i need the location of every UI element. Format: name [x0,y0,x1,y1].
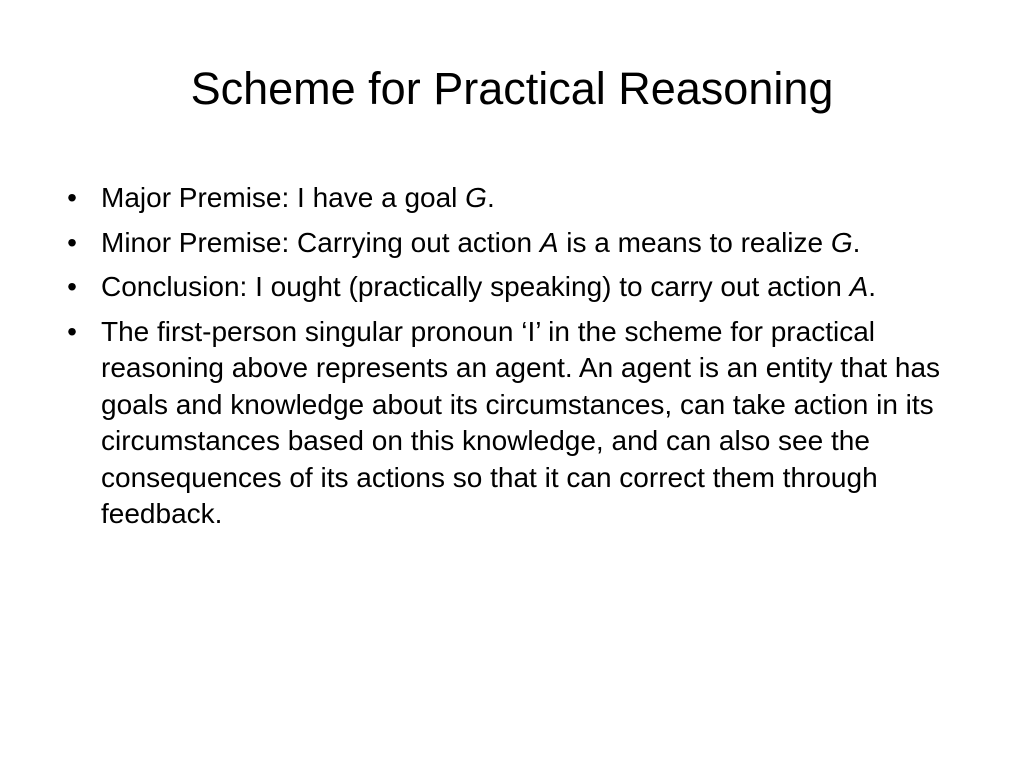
slide-title: Scheme for Practical Reasoning [190,63,834,114]
bullet-item-minor-premise [60,225,960,262]
bullet-icon: • [67,315,77,347]
bullet-text [101,271,876,302]
minor-premise-text: Minor Premise: Carrying out action [101,226,540,258]
bullet-text [101,227,860,258]
bullet-icon: • [67,226,77,258]
goal-variable: G [465,182,487,213]
punctuation: . [852,226,861,258]
bullet-item-conclusion [60,269,960,306]
action-variable: A [849,271,869,302]
minor-premise-text-continued: is a means to realize [558,226,831,258]
bullet-text: The first-person singular pronoun ‘I’ in the scheme for practical reasoning above represents an agent. An agent is an entity that has goals and knowledge about its circumstances, can take action in its circumstances based on this knowledge, and can also see the consequences of its actions so that it can correct them through feedback. [101,315,941,529]
bullet-list [60,180,960,541]
bullet-text [101,182,495,213]
punctuation: . [868,271,877,302]
bullet-item-agent-definition [60,314,960,533]
punctuation: . [486,182,495,213]
bullet-item-major-premise [60,180,960,217]
goal-variable: G [830,226,853,258]
action-variable: A [539,226,559,258]
conclusion-text: Conclusion: I ought (practically speaking) to carry out action [101,271,850,302]
major-premise-text: Major Premise: I have a goal [101,182,466,213]
bullet-icon: • [67,182,77,213]
bullet-icon: • [67,271,77,302]
